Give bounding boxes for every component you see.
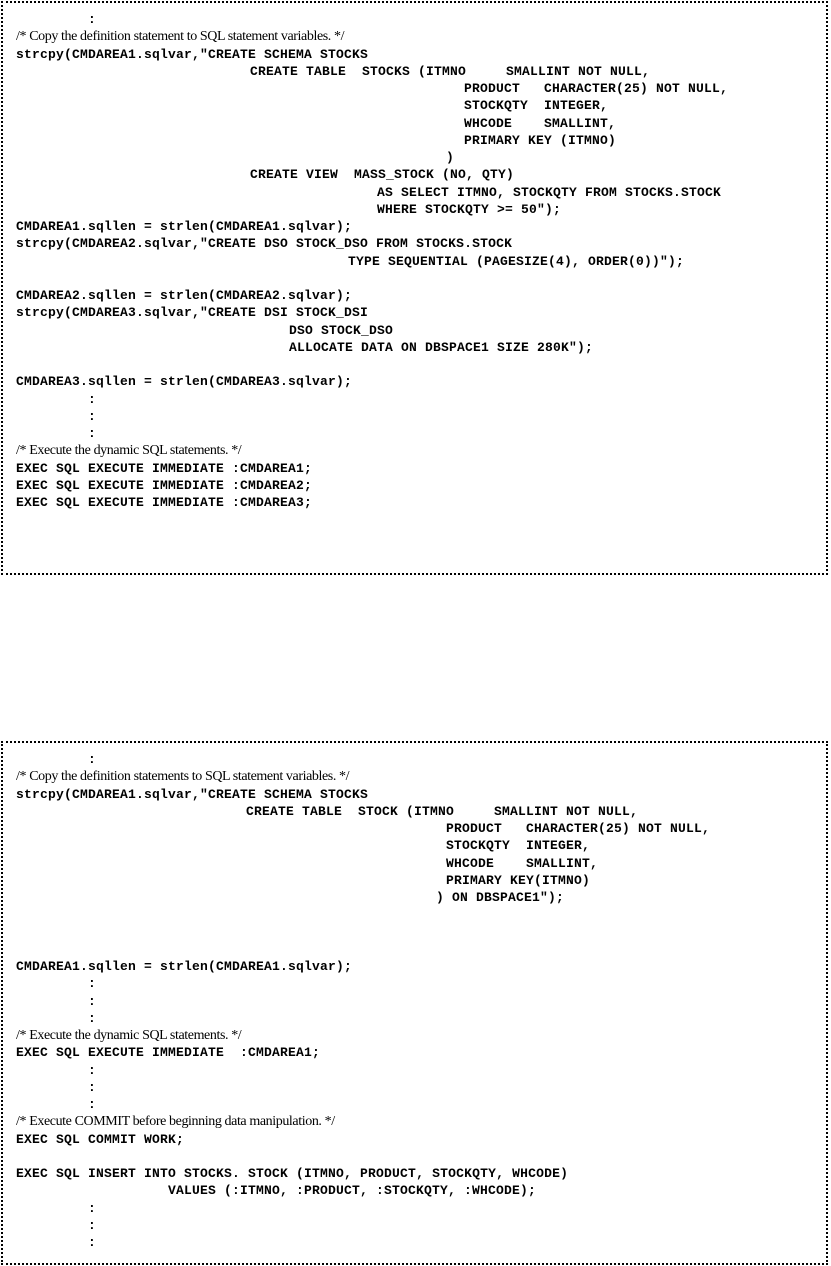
- code-line: :: [88, 1097, 97, 1112]
- code-line: WHCODE SMALLINT,: [446, 855, 599, 871]
- code-line: :: [88, 976, 97, 992]
- code-line: :: [88, 1062, 97, 1078]
- code-line: PRIMARY KEY(ITMNO): [446, 872, 591, 888]
- code-line: CREATE TABLE STOCKS (ITMNO SMALLINT NOT NULL,: [250, 63, 651, 79]
- code-line: DSO STOCK_DSO: [289, 322, 394, 338]
- code-line: :: [88, 993, 97, 1009]
- code-line: ) ON DBSPACE1");: [436, 890, 565, 905]
- code-line: CMDAREA3.sqllen = strlen(CMDAREA3.sqlvar);: [16, 374, 353, 390]
- code-line: WHCODE SMALLINT,: [464, 115, 617, 131]
- code-line: VALUES (:ITMNO, :PRODUCT, :STOCKQTY, :WHCODE);: [168, 1183, 537, 1199]
- code-listing-panel-2: [1, 741, 828, 1265]
- code-line: PRIMARY KEY (ITMNO): [464, 132, 617, 148]
- code-line: :: [88, 752, 97, 767]
- code-line: ALLOCATE DATA ON DBSPACE1 SIZE 280K");: [289, 339, 594, 355]
- code-comment-line: /* Copy the definition statements to SQL statement variables. */: [16, 769, 350, 785]
- code-line: :: [88, 12, 97, 27]
- code-line: TYPE SEQUENTIAL (PAGESIZE(4), ORDER(0))");: [348, 253, 685, 269]
- code-line: STOCKQTY INTEGER,: [446, 838, 591, 854]
- code-line: strcpy(CMDAREA2.sqlvar,"CREATE DSO STOCK_DSO FROM STOCKS.STOCK: [16, 236, 513, 252]
- code-line: :: [88, 1079, 97, 1095]
- code-line: ): [446, 150, 455, 165]
- code-line: :: [88, 426, 97, 441]
- code-line: PRODUCT CHARACTER(25) NOT NULL,: [446, 821, 711, 836]
- code-line: EXEC SQL EXECUTE IMMEDIATE :CMDAREA2;: [16, 477, 313, 493]
- code-comment-line: /* Execute COMMIT before beginning data manipulation. */: [16, 1114, 335, 1130]
- code-line: :: [88, 408, 97, 424]
- code-comment-line: /* Copy the definition statement to SQL statement variables. */: [16, 29, 345, 45]
- code-line: WHERE STOCKQTY >= 50");: [377, 201, 562, 217]
- code-comment-line: /* Execute the dynamic SQL statements. */: [16, 1028, 242, 1043]
- code-line: EXEC SQL EXECUTE IMMEDIATE :CMDAREA1;: [16, 460, 313, 476]
- code-listing-panel-1: [1, 1, 828, 575]
- code-line: CMDAREA2.sqllen = strlen(CMDAREA2.sqlvar);: [16, 288, 353, 303]
- code-comment-line: /* Execute the dynamic SQL statements. */: [16, 443, 242, 459]
- code-line: :: [88, 1010, 97, 1026]
- code-line: PRODUCT CHARACTER(25) NOT NULL,: [464, 81, 729, 96]
- code-line: CREATE VIEW MASS_STOCK (NO, QTY): [250, 167, 515, 183]
- code-line: :: [88, 1200, 97, 1216]
- code-line: :: [88, 1235, 97, 1250]
- code-line: strcpy(CMDAREA3.sqlvar,"CREATE DSI STOCK_DSI: [16, 305, 369, 321]
- code-line: strcpy(CMDAREA1.sqlvar,"CREATE SCHEMA STOCKS: [16, 46, 369, 62]
- code-line: :: [88, 391, 97, 407]
- code-line: EXEC SQL EXECUTE IMMEDIATE :CMDAREA1;: [16, 1045, 321, 1061]
- code-line: STOCKQTY INTEGER,: [464, 98, 609, 114]
- code-line: CMDAREA1.sqllen = strlen(CMDAREA1.sqlvar);: [16, 219, 353, 234]
- code-line: EXEC SQL INSERT INTO STOCKS. STOCK (ITMNO, PRODUCT, STOCKQTY, WHCODE): [16, 1166, 569, 1181]
- code-line: :: [88, 1217, 97, 1233]
- code-line: strcpy(CMDAREA1.sqlvar,"CREATE SCHEMA STOCKS: [16, 786, 369, 802]
- code-line: EXEC SQL EXECUTE IMMEDIATE :CMDAREA3;: [16, 495, 313, 510]
- code-line: CREATE TABLE STOCK (ITMNO SMALLINT NOT NULL,: [246, 803, 639, 819]
- code-line: CMDAREA1.sqllen = strlen(CMDAREA1.sqlvar);: [16, 959, 353, 974]
- code-line: EXEC SQL COMMIT WORK;: [16, 1131, 185, 1147]
- code-line: AS SELECT ITMNO, STOCKQTY FROM STOCKS.STOCK: [377, 184, 722, 200]
